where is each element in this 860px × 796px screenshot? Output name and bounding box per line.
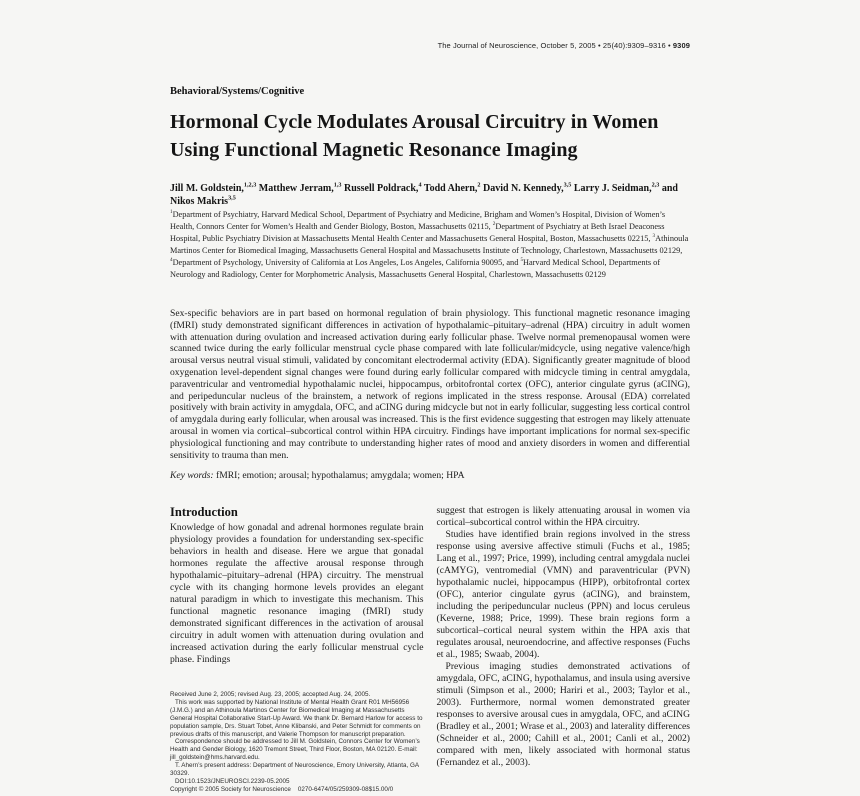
right-column	[437, 505, 691, 794]
article-title	[170, 108, 710, 164]
journal-citation: The Journal of Neuroscience, October 5, 2005 • 25(40):9309–9316 •	[437, 41, 673, 50]
body-paragraph-stress-regions: Studies have identified brain regions involved in the stress response using aversive affective stimuli (Fuchs et al., 1985; Lang et al., 1997; Price, 1999), including central amygdala nuclei (cAMYG), ventromedial (VMN) and paraventricular (PVN) hypothalamic nuclei, hippocampus (HIPP), orbitofrontal cortex (OFC), anterior cingulate gyrus (aCING), and brainstem, including the peripeduncular nucleus (PPN) and locus ceruleus (Keverne, 1988; Price, 1999). These brain regions form a subcortical–cortical neural system within the HPA axis that regulates arousal, neuroendocrine, and affective responses (Fuchs et al., 1985; Swaab, 2004).	[436, 529, 690, 660]
keywords-line	[170, 470, 690, 481]
page-number: 9309	[672, 41, 690, 50]
keywords-label: Key words:	[170, 470, 214, 481]
abstract-text: Sex-specific behaviors are in part based on hormonal regulation of brain physiology. This functional magnetic resonance imaging (fMRI) study demonstrated significant differences in activation of hypothalamic–pituitary–adrenal (HPA) circuitry in adult women with attenuation during ovulation and increased activation during early follicular phase. Twelve normal premenopausal women were scanned twice during the early follicular menstrual cycle phase compared with late follicular/midcycle, using negative valence/high arousal versus neutral visual stimuli, validated by concomitant electrodermal activity (EDA). Significantly greater magnitude of blood oxygenation level-dependent signal changes were found during early follicular compared with midcycle timing in central amygdala, paraventricular and ventromedial hypothalamic nuclei, hippocampus, orbitofrontal cortex (OFC), anterior cingulate gyrus (aCING), and peripeduncular nucleus of the brainstem, a network of regions implicated in the stress response. Arousal (EDA) correlated positively with brain activity in amygdala, OFC, and aCING during midcycle but not in early follicular, suggesting less cortical control of amygdala during early follicular, when arousal was increased. This is the first evidence suggesting that estrogen may likely attenuate arousal in women via cortical–subcortical control within HPA circuitry. Findings have important implications for normal sex-specific physiological functioning and may contribute to understanding higher rates of mood and anxiety disorders in women and differential sensitivity to trauma than men.	[170, 308, 690, 461]
keywords-text: fMRI; emotion; arousal; hypothalamus; amygdala; women; HPA	[213, 470, 465, 481]
article-title-line-2: Using Functional Magnetic Resonance Imaging	[170, 139, 578, 161]
footnote-doi: DOI:10.1523/JNEUROSCI.2239-05.2005	[175, 777, 290, 785]
footnote-correspondence: Correspondence should be addressed to Jill M. Goldstein, Connors Center for Women’s Health and Gender Biology, 1620 Tremont Street, Third Floor, Boston, MA 02120. E-mail: jill_goldstein@hms.harvard.edu.	[170, 738, 420, 762]
footnotes-block	[170, 691, 424, 794]
article-title-line-1: Hormonal Cycle Modulates Arousal Circuitry in Women	[170, 111, 659, 133]
footnote-present-address: T. Ahern’s present address: Department of Neuroscience, Emory University, Atlanta, GA 30329.	[170, 762, 419, 778]
author-list: Jill M. Goldstein,$^{1,2,3}$ Matthew Jerram,$^{1,3}$ Russell Poldrack,$^4$ Todd Ahern,$^2$ David N. Kennedy,$^{3,5}$ Larry J. Seidman,$^{2,3}$ and Nikos Makris$^{3,5}$	[170, 181, 678, 207]
introduction-paragraph: Knowledge of how gonadal and adrenal hormones regulate brain physiology provides a foundation for understanding sex-specific behaviors in health and disease. Here we argue that gonadal hormones regulate the affective arousal response through hypothalamic–pituitary–adrenal (HPA) circuitry. The menstrual cycle with its changing hormone levels provides an elegant natural paradigm in which to investigate this mechanism. This functional magnetic resonance imaging (fMRI) study demonstrated significant differences in the activation of arousal circuitry in adult women with attenuation during ovulation and increased activation during the early follicular menstrual cycle phase. Findings	[170, 522, 424, 665]
footnote-support: This work was supported by National Institute of Mental Health Grant R01 MH56956 (J.M.G.) and an Athinoula Martinos Center for Biomedical Imaging at Massachusetts General Hospital Collaborative Start-Up Award. We thank Dr. Bernard Harlow for access to population sample, Drs. Stuart Tobet, Anne Klibanski, and Peter Schmidt for comments on previous drafts of this manuscript, and Valerie Thompson for manuscript preparation.	[170, 698, 423, 738]
introduction-heading: Introduction	[170, 505, 238, 519]
footnote-received: Received June 2, 2005; revised Aug. 23, 2005; accepted Aug. 24, 2005.	[170, 691, 371, 698]
left-column	[170, 505, 424, 794]
journal-header	[170, 41, 690, 50]
affiliations: $^1$Department of Psychiatry, Harvard Medical School, Department of Psychiatry and Medicine, Brigham and Women’s Hospital, Division of Women’s Health, Connors Center for Women’s Health and Gender Biology, Boston, Massachusetts 02115, $^2$Department of Psychiatry at Beth Israel Deaconess Hospital, Public Psychiatry Division at Massachusetts Mental Health Center and Massachusetts General Hospital, Boston, Massachusetts 02215, $^3$Athinoula Martinos Center for Biomedical Imaging, Massachusetts General Hospital and Massachusetts Institute of Technology, Charlestown, Massachusetts 02129, $^4$Department of Psychology, University of California at Los Angeles, Los Angeles, California 90095, and $^5$Harvard Medical School, Departments of Neurology and Radiology, Center for Morphometric Analysis, Massachusetts General Hospital, Charlestown, Massachusetts 02129	[170, 209, 689, 279]
footnote-copyright: Copyright © 2005 Society for Neuroscience 0270-6474/05/259309-08$15.00/0	[170, 785, 394, 793]
two-column-body	[170, 505, 690, 794]
body-paragraph-previous-imaging: Previous imaging studies demonstrated activations of amygdala, OFC, aCING, hypothalamus, and insula using aversive stimuli (Simpson et al., 2000; Hariri et al., 2003; Taylor et al., 2003). Furthermore, normal women demonstrated greater responses to aversive arousal cues in amygdala, OFC, and aCING (Bradley et al., 2001; Wrase et al., 2003) and laterality differences (Schneider et al., 2000; Cahill et al., 2001; Canli et al., 2002) compared with men, likely associated with hormonal status (Fernandez et al., 2003).	[436, 661, 690, 768]
section-label: Behavioral/Systems/Cognitive	[170, 86, 305, 97]
body-paragraph-continuation: suggest that estrogen is likely attenuating arousal in women via cortical–subcortical control within the HPA circuitry.	[436, 505, 690, 528]
